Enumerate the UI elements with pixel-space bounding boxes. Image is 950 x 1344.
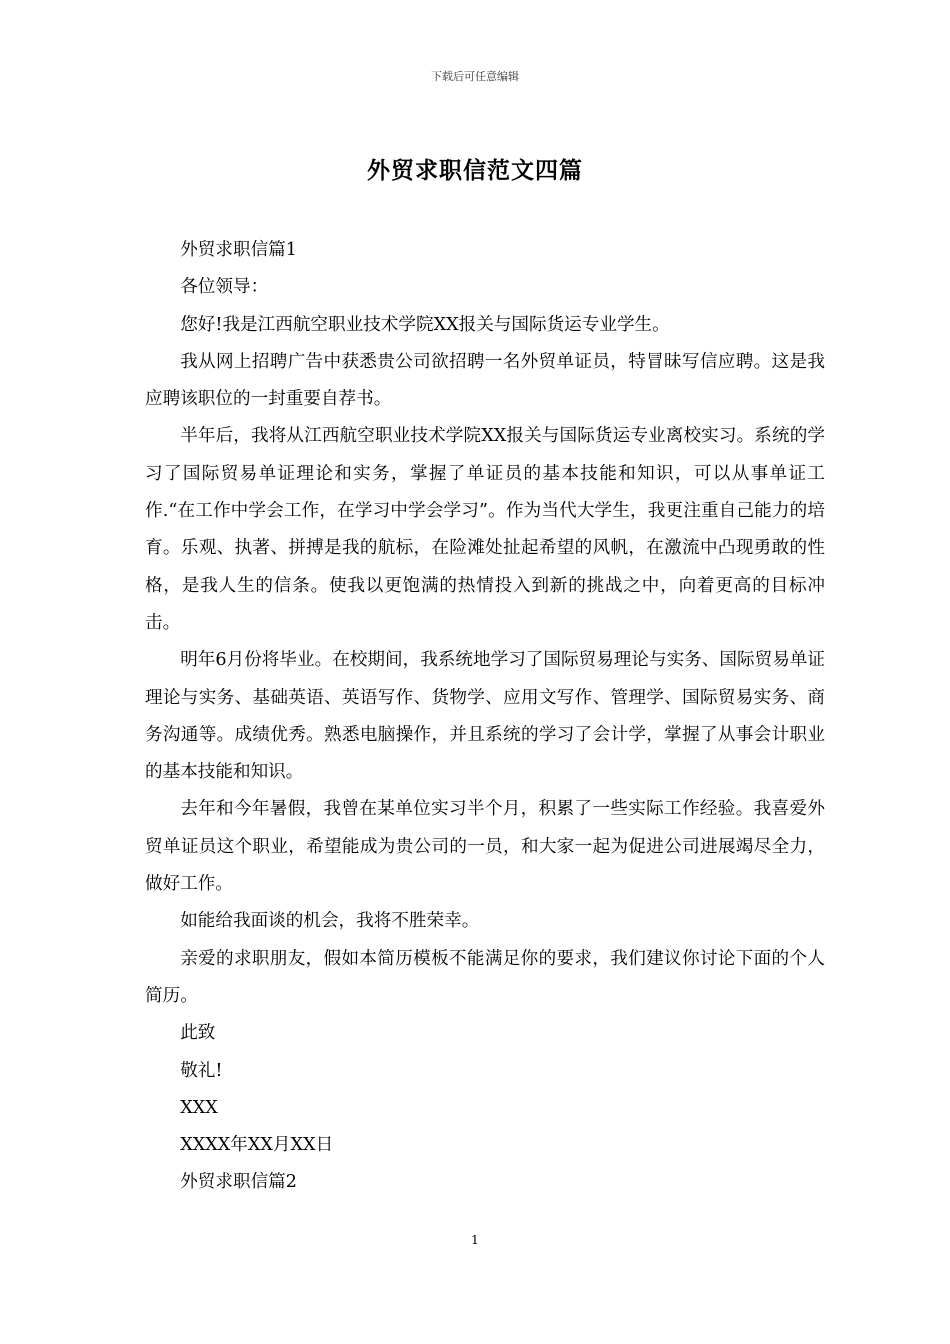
paragraph-purpose: 我从网上招聘广告中获悉贵公司欲招聘一名外贸单证员，特冒昧写信应聘。这是我应聘该职位的一封重要自荐书。 <box>145 351 825 410</box>
salutation: 各位领导： <box>180 277 269 298</box>
section-heading-2: 外贸求职信篇2 <box>180 1172 297 1193</box>
document-title: 外贸求职信范文四篇 <box>367 157 583 184</box>
section-heading-1: 外贸求职信篇1 <box>180 240 297 260</box>
closing-2: 敬礼! <box>180 1060 223 1081</box>
paragraph-background: 半年后，我将从江西航空职业技术学院XX报关与国际货运专业离校实习。系统的学习了国际贸易单证理论和实务，掌握了单证员的基本技能和知识，可以从事单证工作.“在工作中学会工作，在学习中学会学习”。作为当代大学生，我更注重自己能力的培育。乐观、执著、拼搏是我的航标，在险滩处扯起希望的风帆，在激流中凸现勇敢的性格，是我人生的信条。使我以更饱满的热情投入到新的挑战之中，向着更高的目标冲击。 <box>145 426 825 633</box>
paragraph-experience: 去年和今年暑假，我曾在某单位实习半个月，积累了一些实际工作经验。我喜爱外贸单证员这个职业，希望能成为贵公司的一员，和大家一起为促进公司进展竭尽全力，做好工作。 <box>145 799 825 895</box>
header-note: 下载后可任意编辑 <box>431 70 519 83</box>
document-body <box>145 232 825 1202</box>
paragraph-interview: 如能给我面谈的机会，我将不胜荣幸。 <box>180 911 480 932</box>
page-number: 1 <box>471 1233 479 1247</box>
signature-name: XXX <box>180 1097 218 1118</box>
paragraph-education: 明年6月份将毕业。在校期间，我系统地学习了国际贸易理论与实务、国际贸易单证理论与实务、基础英语、英语写作、货物学、应用文写作、管理学、国际贸易实务、商务沟通等。成绩优秀。熟悉电脑操作，并且系统的学习了会计学，掌握了从事会计职业的基本技能和知识。 <box>145 650 825 783</box>
signature-date: XXXX年XX月XX日 <box>180 1135 334 1156</box>
closing-1: 此致 <box>180 1023 216 1044</box>
paragraph-intro: 您好!我是江西航空职业技术学院XX报关与国际货运专业学生。 <box>180 314 670 335</box>
paragraph-note: 亲爱的求职朋友，假如本简历模板不能满足你的要求，我们建议你讨论下面的个人简历。 <box>145 948 825 1006</box>
